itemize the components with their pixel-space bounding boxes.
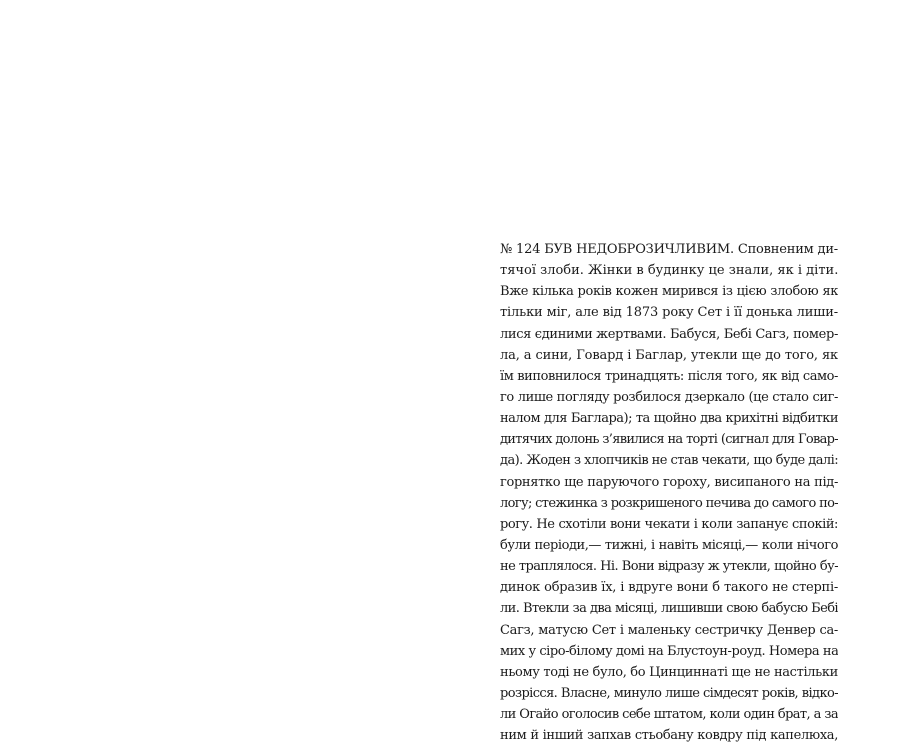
text-line: ньому тоді не було, бо Цинциннаті ще не настільки: [500, 664, 838, 680]
text-line: мих у сіро-білому домі на Блустоун-роуд. Номера на: [500, 643, 838, 659]
text-line: рогу. Не схотіли вони чекати і коли запанує спокій:: [500, 516, 838, 532]
text-line: Вже кілька років кожен мирився із цією злобою як: [500, 284, 838, 300]
body-text: [500, 239, 838, 746]
text-line: їм виповнилося тринадцять: після того, як від само-: [500, 368, 838, 384]
text-line: лися єдиними жертвами. Бабуся, Бебі Сагз, помер-: [500, 326, 838, 342]
text-line: № 124 БУВ НЕДОБРОЗИЧЛИВИМ. Сповненим ди-: [500, 242, 838, 257]
text-line: розрісся. Власне, минуло лише сімдесят років, відко-: [500, 685, 838, 701]
text-line: динок образив їх, і вдруге вони б такого не стерпі-: [500, 580, 838, 596]
text-line: ли Огайо оголосив себе штатом, коли один брат, а за: [500, 707, 838, 723]
text-line: ли. Втекли за два місяці, лишивши свою бабусю Бебі: [500, 601, 838, 617]
text-line: тячої злоби. Жінки в будинку це знали, як і діти.: [500, 263, 838, 279]
text-line: тільки міг, але від 1873 року Сет і її донька лиши-: [500, 305, 838, 321]
text-line: Сагз, матусю Сет і маленьку сестричку Денвер са-: [500, 622, 838, 638]
text-line: го лише погляду розбилося дзеркало (це стало сиг-: [500, 389, 838, 405]
text-line: горнятко ще паруючого гороху, висипаного на під-: [500, 474, 838, 490]
text-line: налом для Баглара); та щойно два крихітні відбитки: [500, 411, 838, 427]
text-line: ним й інший запхав стьобану ковдру під капелюха,: [500, 728, 838, 744]
text-line: ла, а сини, Говард і Баглар, утекли ще до того, як: [500, 347, 838, 363]
text-line: логу; стежинка з розкришеного печива до самого по-: [500, 495, 838, 511]
text-line: не траплялося. Ні. Вони відразу ж утекли, щойно бу-: [500, 559, 838, 575]
text-line: були періоди,— тижні, і навіть місяці,— коли нічого: [500, 537, 838, 553]
text-line: да). Жоден з хлопчиків не став чекати, що буде далі:: [500, 453, 838, 469]
text-line: дитячих долонь з’явилися на торті (сигнал для Говар-: [500, 432, 838, 448]
